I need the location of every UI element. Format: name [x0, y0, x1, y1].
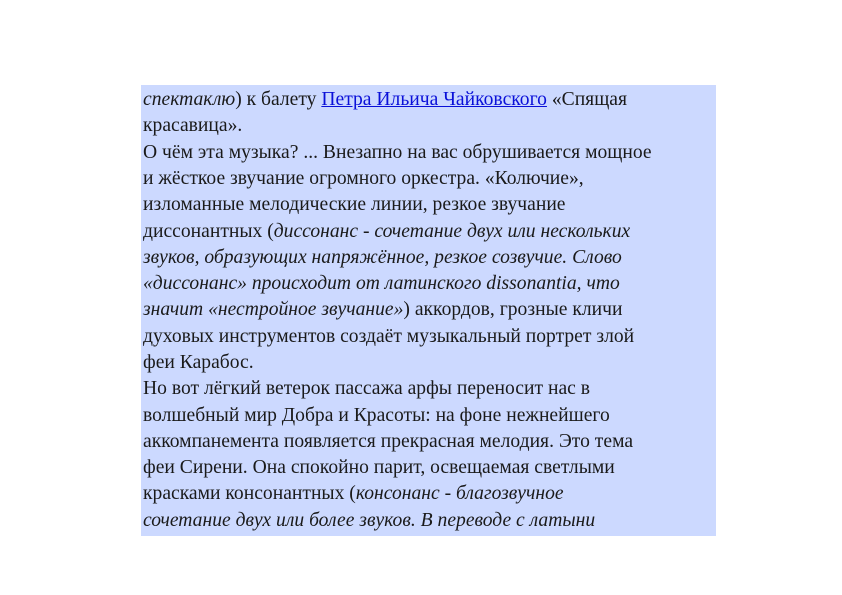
text-line — [143, 508, 595, 534]
text-span: феи Карабос. — [143, 352, 254, 373]
italic-text: звуков, образующих напряжённое, резкое созвучие. Слово — [143, 247, 622, 268]
text-line — [143, 245, 622, 271]
text-span: духовых инструментов создаёт музыкальный портрет злой — [143, 326, 635, 347]
text-line — [143, 271, 620, 297]
text-line — [143, 166, 584, 192]
text-span: ) аккордов, грозные кличи — [403, 299, 623, 320]
text-line — [143, 376, 590, 402]
italic-text: диссонанс - сочетание двух или нескольких — [273, 221, 631, 242]
text-line — [143, 455, 615, 481]
italic-text: «диссонанс» происходит от латинского dissonantia, что — [143, 273, 620, 294]
italic-text: сочетание двух или более звуков. В переводе с латыни — [143, 510, 596, 531]
text-span: диссонантных ( — [143, 221, 274, 242]
italic-text: консонанс - благозвучное — [355, 483, 564, 504]
tchaikovsky-link[interactable]: Петра Ильича Чайковского — [321, 89, 547, 110]
text-span: Но вот лёгкий ветерок пассажа арфы переносит нас в — [143, 378, 590, 399]
text-span: красавица». — [143, 115, 243, 136]
text-line — [143, 324, 634, 350]
text-line — [143, 113, 242, 139]
text-span: феи Сирени. Она спокойно парит, освещаемая светлыми — [143, 457, 615, 478]
text-span: «Спящая — [546, 89, 627, 110]
text-span: О чём эта музыка? ... Внезапно на вас обрушивается мощное — [143, 142, 652, 163]
text-span: изломанные мелодические линии, резкое звучание — [143, 194, 566, 215]
text-line — [143, 219, 630, 245]
text-line — [143, 403, 610, 429]
text-line — [143, 297, 622, 323]
text-line — [143, 481, 564, 507]
text-span: волшебный мир Добра и Красоты: на фоне нежнейшего — [143, 405, 610, 426]
text-line — [143, 87, 627, 113]
italic-text: значит «нестройное звучание» — [143, 299, 404, 320]
text-line — [143, 192, 566, 218]
text-line — [143, 350, 254, 376]
text-span: аккомпанемента появляется прекрасная мелодия. Это тема — [143, 431, 634, 452]
text-span: красками консонантных ( — [143, 483, 356, 504]
italic-text: спектаклю — [143, 89, 236, 110]
text-block — [141, 85, 716, 536]
text-line — [143, 429, 633, 455]
text-span: и жёсткое звучание огромного оркестра. «Колючие», — [143, 168, 584, 189]
text-span: ) к балету — [235, 89, 322, 110]
text-line — [143, 140, 652, 166]
